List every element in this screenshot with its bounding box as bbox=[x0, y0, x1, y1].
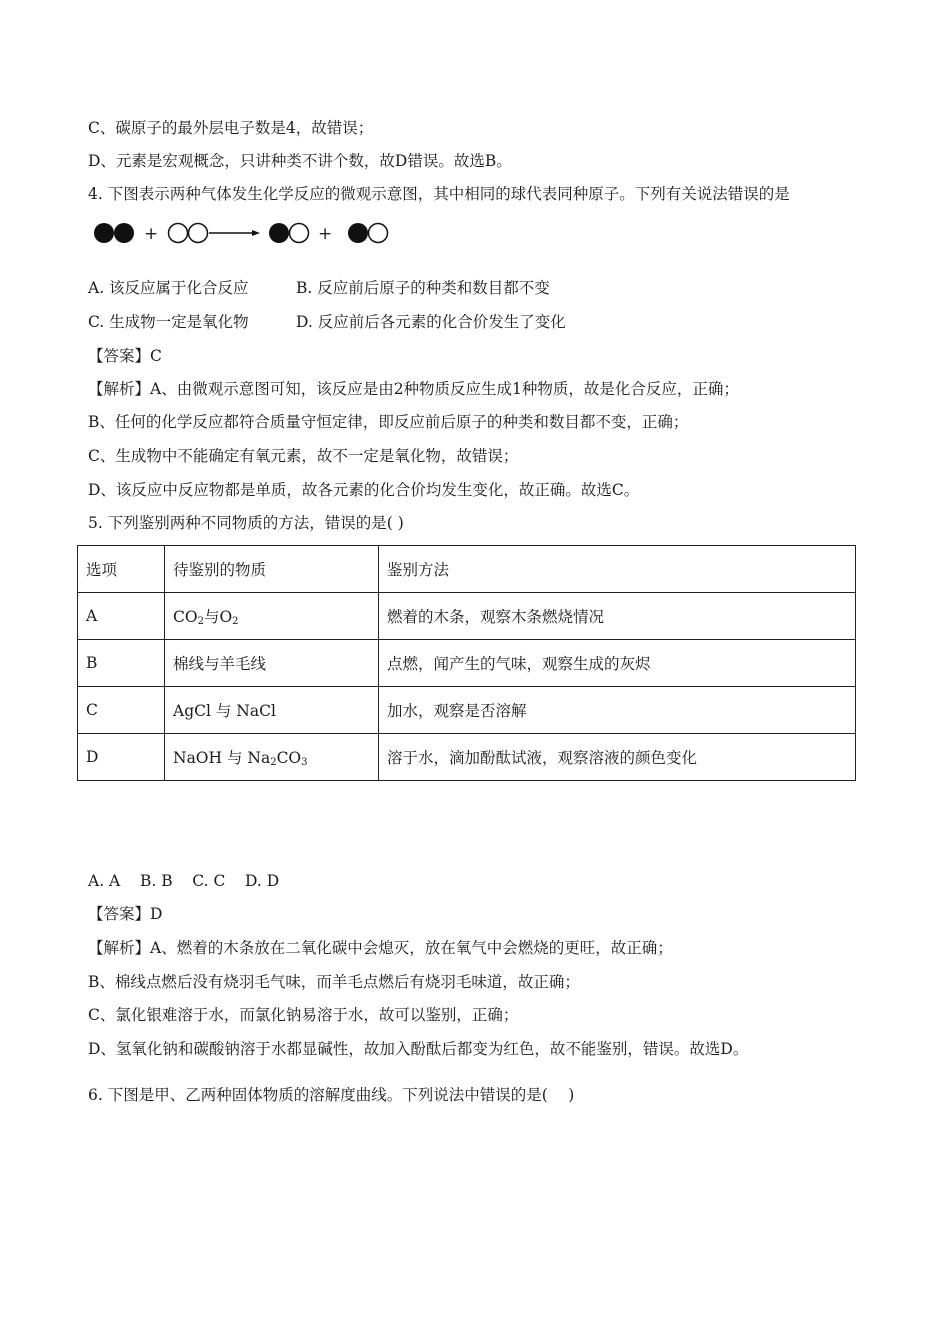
table-cell bbox=[165, 734, 379, 781]
white-atom bbox=[169, 224, 188, 243]
table-cell: 点燃，闻产生的气味，观察生成的灰烬 bbox=[379, 640, 856, 687]
black-atom bbox=[269, 223, 289, 243]
table-cell: 溶于水，滴加酚酞试液，观察溶液的颜色变化 bbox=[379, 734, 856, 781]
table-header: 待鉴别的物质 bbox=[165, 546, 379, 593]
answer: 【答案】C bbox=[88, 347, 162, 365]
table-row bbox=[78, 687, 856, 734]
black-atom bbox=[94, 223, 114, 243]
explanation-line: D、氢氧化钠和碳酸钠溶于水都显碱性，故加入酚酞后都变为红色，故不能鉴别，错误。故选D。 bbox=[88, 1040, 749, 1058]
text-line: C、碳原子的最外层电子数是4，故错误； bbox=[88, 119, 374, 137]
subscript: 2 bbox=[270, 757, 277, 768]
formula-part: CO bbox=[276, 749, 302, 767]
table-row bbox=[78, 640, 856, 687]
white-atom bbox=[290, 224, 309, 243]
explanation-line: B、棉线点燃后没有烧羽毛气味，而羊毛点燃后有烧羽毛味道，故正确； bbox=[88, 973, 580, 991]
table-cell bbox=[165, 593, 379, 640]
table-cell: AgCl 与 NaCl bbox=[165, 687, 379, 734]
formula-part: CO bbox=[173, 608, 198, 626]
formula-part: NaOH 与 Na bbox=[173, 749, 271, 767]
arrow-head bbox=[252, 230, 260, 236]
options-line: A. A B. B C. C D. D bbox=[88, 872, 280, 890]
table-header-row bbox=[78, 546, 856, 593]
table-cell: D bbox=[78, 734, 165, 781]
explanation-line: C、生成物中不能确定有氧元素，故不一定是氧化物，故错误； bbox=[88, 447, 519, 465]
table-header: 鉴别方法 bbox=[379, 546, 856, 593]
plus-sign: + bbox=[318, 224, 333, 244]
reaction-diagram bbox=[92, 221, 392, 247]
option-d: D. 反应前后各元素的化合价发生了变化 bbox=[296, 313, 566, 331]
table-row bbox=[78, 734, 856, 781]
explanation-line: B、任何的化学反应都符合质量守恒定律，即反应前后原子的种类和数目都不变，正确； bbox=[88, 413, 689, 431]
option-c: C. 生成物一定是氧化物 bbox=[88, 313, 249, 331]
subscript: 2 bbox=[197, 616, 204, 627]
explanation-line: C、氯化银难溶于水，而氯化钠易溶于水，故可以鉴别，正确； bbox=[88, 1006, 519, 1024]
table-cell: B bbox=[78, 640, 165, 687]
question-4: 4. 下图表示两种气体发生化学反应的微观示意图，其中相同的球代表同种原子。下列有关说法错误的是 bbox=[88, 185, 790, 203]
option-a: A. 该反应属于化合反应 bbox=[88, 279, 249, 297]
table-cell: 棉线与羊毛线 bbox=[165, 640, 379, 687]
table-cell: C bbox=[78, 687, 165, 734]
question-5: 5. 下列鉴别两种不同物质的方法，错误的是( ) bbox=[88, 514, 404, 532]
text-line: D、元素是宏观概念，只讲种类不讲个数，故D错误。故选B。 bbox=[88, 152, 512, 170]
identification-table bbox=[77, 545, 856, 781]
black-atom bbox=[348, 223, 368, 243]
white-atom bbox=[189, 224, 208, 243]
subscript: 2 bbox=[232, 616, 239, 627]
option-b: B. 反应前后原子的种类和数目都不变 bbox=[296, 279, 550, 297]
formula-part: 与O bbox=[203, 608, 233, 626]
table-cell: A bbox=[78, 593, 165, 640]
subscript: 3 bbox=[301, 757, 308, 768]
table-cell: 加水，观察是否溶解 bbox=[379, 687, 856, 734]
table-cell: 燃着的木条，观察木条燃烧情况 bbox=[379, 593, 856, 640]
white-atom bbox=[369, 224, 388, 243]
explanation-line: D、该反应中反应物都是单质，故各元素的化合价均发生变化，故正确。故选C。 bbox=[88, 481, 640, 499]
plus-sign: + bbox=[144, 224, 159, 244]
explanation-line: 【解析】A、由微观示意图可知，该反应是由2种物质反应生成1种物质，故是化合反应，正确； bbox=[88, 380, 739, 398]
black-atom bbox=[114, 223, 134, 243]
explanation-line: 【解析】A、燃着的木条放在二氧化碳中会熄灭，放在氧气中会燃烧的更旺，故正确； bbox=[88, 939, 673, 957]
table-header: 选项 bbox=[78, 546, 165, 593]
answer: 【答案】D bbox=[88, 905, 163, 923]
question-6: 6. 下图是甲、乙两种固体物质的溶解度曲线。下列说法中错误的是( ) bbox=[88, 1086, 575, 1104]
table-row bbox=[78, 593, 856, 640]
